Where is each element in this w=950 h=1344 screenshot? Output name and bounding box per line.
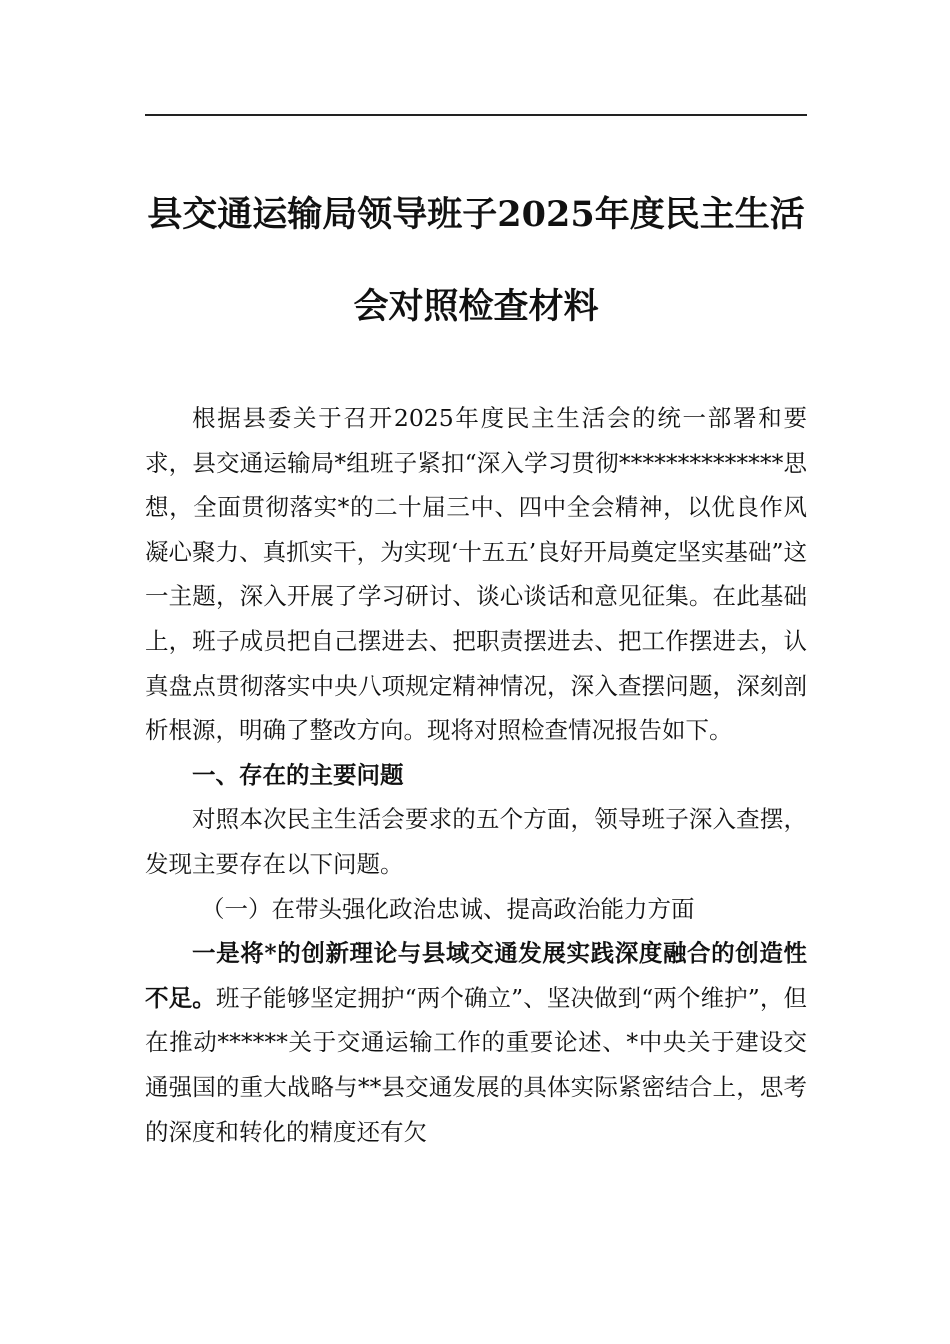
document-title <box>145 192 807 330</box>
point-1-paragraph <box>145 931 807 1154</box>
section-1-heading: 一、存在的主要问题 <box>192 760 404 789</box>
document-body <box>145 396 807 1154</box>
title-line-1: 县交通运输局领导班子2025年度民主生活 <box>147 194 805 235</box>
intro-paragraph: 根据县委关于召开2025年度民主生活会的统一部署和要求，县交通运输局*组班子紧扣“深入学习贯彻**************思想，全面贯彻落实*的二十届三中、四中全会精神，以优良作风凝心聚力、真抓实干，为实现‘十五五’良好开局奠定坚实基础”这一主题，深入开展了学习研讨、谈心谈话和意见征集。在此基础上，班子成员把自己摆进去、把职责摆进去、把工作摆进去，认真盘点贯彻落实中央八项规定精神情况，深入查摆问题，深刻剖析根源，明确了整改方向。现将对照检查情况报告如下。 <box>145 404 807 745</box>
title-line-2: 会对照检查材料 <box>353 286 599 327</box>
point-1-lead: 一是将*的创新理论与县域交通发展实践深度融合的创造性不足。 <box>145 939 807 1012</box>
subsection-1-heading: （一）在带头强化政治忠诚、提高政治能力方面 <box>201 894 695 923</box>
section-1-intro: 对照本次民主生活会要求的五个方面，领导班子深入查摆，发现主要存在以下问题。 <box>145 805 807 878</box>
point-1-text: 班子能够坚定拥护“两个确立”、坚决做到“两个维护”，但在推动******关于交通运输工作的重要论述、*中央关于建设交通强国的重大战略与**县交通发展的具体实际紧密结合上，思考的深度和转化的精度还有欠 <box>145 983 808 1146</box>
header-rule <box>145 114 807 116</box>
